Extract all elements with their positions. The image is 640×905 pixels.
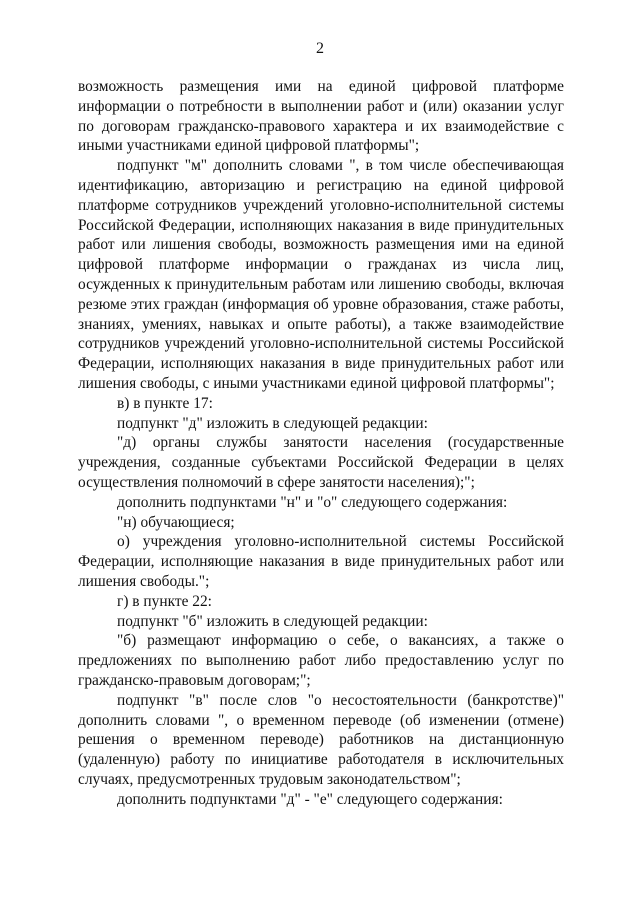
paragraph: о) учреждения уголовно-исполнительной системы Российской Федерации, исполняющие наказания в виде принудительных работ или лишения свободы."; [78, 533, 564, 590]
paragraph: г) в пункте 22: [117, 592, 212, 610]
paragraph: дополнить подпунктами "д" - "е" следующего содержания: [117, 790, 503, 808]
paragraph: подпункт "м" дополнить словами ", в том числе обеспечивающая идентификацию, авторизацию и регистрацию на единой цифровой платформе сотрудников учреждений уголовно-исполнительной системы Российской Федерации, исполняющих наказания в виде принудительных работ или лишения свободы, возможность размещения ими на единой цифровой платформе информации о гражданах из числа лиц, осужденных к принудительным работам или лишению свободы, включая резюме этих граждан (информация об уровне образования, стаже работы, знаниях, умениях, навыках и опыте работы), а также взаимодействие сотрудников учреждений уголовно-исполнительной системы Российской Федерации, исполняющих наказания в виде принудительных работ или лишения свободы, с иными участниками единой цифровой платформы"; [78, 157, 564, 392]
paragraph: в) в пункте 17: [117, 394, 213, 412]
paragraph: подпункт "б" изложить в следующей редакции: [117, 612, 428, 630]
paragraph: "н) обучающиеся; [117, 513, 235, 531]
paragraph: дополнить подпунктами "н" и "о" следующего содержания: [117, 493, 508, 511]
paragraph: возможность размещения ими на единой цифровой платформе информации о потребности в выполнении работ и (или) оказании услуг по договорам гражданско-правового характера и их взаимодействие с иными участниками единой цифровой платформы"; [78, 78, 564, 155]
page-number: 2 [316, 40, 324, 57]
document-body [78, 77, 564, 809]
paragraph: "б) размещают информацию о себе, о вакансиях, а также о предложениях по выполнению работ либо предоставлению услуг по гражданско-правовым договорам;"; [78, 632, 564, 689]
paragraph: подпункт "д" изложить в следующей редакции: [117, 414, 428, 432]
paragraph: подпункт "в" после слов "о несостоятельности (банкротстве)" дополнить словами ", о временном переводе (об изменении (отмене) решения о временном переводе) работников на дистанционную (удаленную) работу по инициативе работодателя в исключительных случаях, предусмотренных трудовым законодательством"; [78, 691, 564, 788]
paragraph: "д) органы службы занятости населения (государственные учреждения, созданные субъектами Российской Федерации в целях осуществления полномочий в сфере занятости населения);"; [78, 434, 564, 491]
